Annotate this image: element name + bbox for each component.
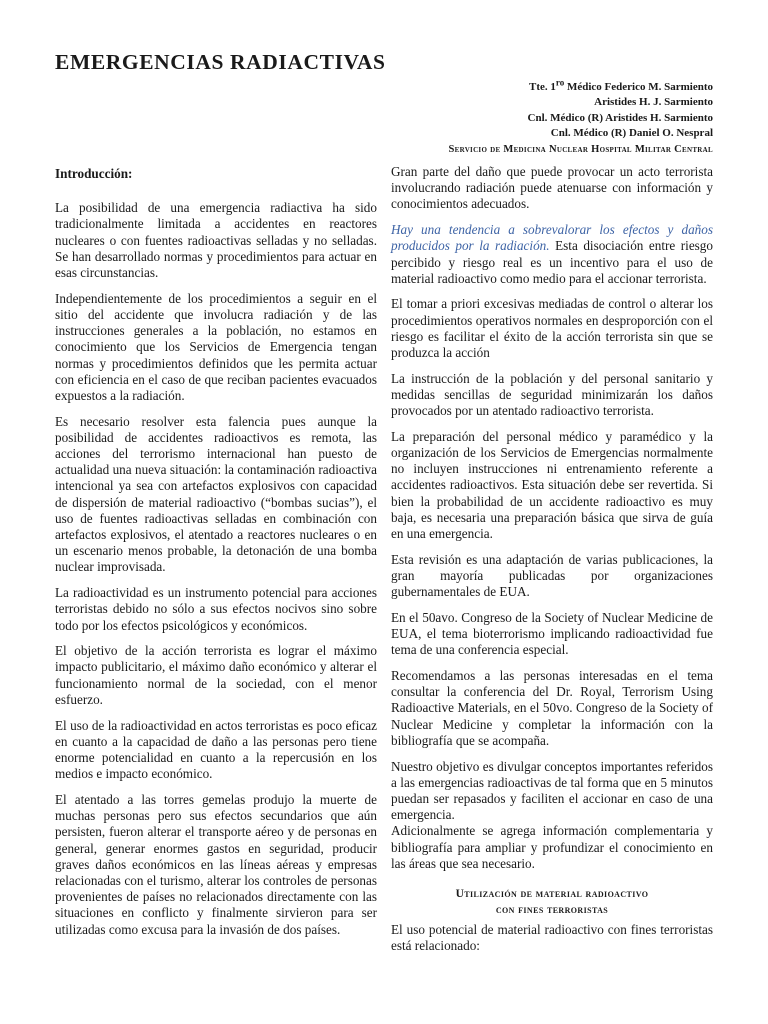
highlighted-quote: Hay una tendencia a sobrevalorar los efectos y daños producidos por la radiación. — [391, 222, 713, 254]
paragraph-with-quote — [391, 222, 713, 287]
author-line: Aristides H. J. Sarmiento — [594, 96, 713, 109]
section-heading-line: Utilización de material radioactivo — [455, 887, 649, 900]
paragraph: La posibilidad de una emergencia radiactiva ha sido tradicionalmente limitada a accidentes en reactores nucleares o con fuentes radioactivas selladas y no selladas. Se han desarrollado normas y procedimientos para actuar en esas circunstancias. — [55, 200, 377, 281]
paragraph: El uso de la radioactividad en actos terroristas es poco eficaz en cuanto a la capacidad de daño a las personas pero tiene enorme potencialidad en cuanto a la repercusión en los medios e impacto económico. — [55, 717, 377, 782]
paragraph: El atentado a las torres gemelas produjo la muerte de muchas personas pero sus efectos secundarios que aún persisten, fueron alterar el transporte aéreo y de personas en general, generar enormes gastos en seguridad, producir graves daños económicos en las líneas aéreas y empresas relacionadas con el turismo, alterar los controles de personas provenientes de países no relacionados directamente con las situaciones en conflicto y finalmente sirvieron para ser utilizadas como excusa para la invasión de dos países. — [55, 791, 377, 937]
section-heading-introduccion: Introducción: — [55, 166, 133, 181]
affiliation: Servicio de Medicina Nuclear Hospital Militar Central — [448, 143, 713, 155]
paragraph: Gran parte del daño que puede provocar un acto terrorista involucrando radiación puede atenuarse con información y conocimientos adecuados. — [391, 164, 713, 212]
paragraph: El objetivo de la acción terrorista es lograr el máximo impacto publicitario, el máximo daño económico y alterar el funcionamiento normal de la sociedad, con el menor esfuerzo. — [55, 643, 377, 707]
author-block — [448, 77, 713, 157]
paragraph: Recomendamos a las personas interesadas en el tema consultar la conferencia del Dr. Royal, Terrorism Using Radioactive Materials, en el 50vo. Congreso de la Society of Nuclear Medicine y completar la información con la bibliografía que se acompaña. — [391, 667, 713, 748]
paragraph: La instrucción de la población y del personal sanitario y medidas sencillas de seguridad minimizarán los daños provocados por un atentado radioactivo terrorista. — [391, 370, 713, 419]
paragraph: El tomar a priori excesivas mediadas de control o alterar los procedimientos operativos normales en desproporción con el riesgo es facilitar el éxito de la acción terrorista sin que se produzca la acción — [391, 296, 713, 361]
paragraph-text: Esta disociación entre riesgo percibido y riesgo real es un incentivo para el uso de material radioactivo como medio para el accionar terrorista. — [391, 238, 713, 286]
paragraph: En el 50avo. Congreso de la Society of Nuclear Medicine de EUA, el tema bioterrorismo implicando radioactividad fue tema de una conferencia especial. — [391, 609, 713, 658]
author-line: Tte. $1^{ro}$ Médico Federico M. Sarmiento — [529, 77, 713, 93]
right-column — [391, 164, 713, 964]
paragraph: Adicionalmente se agrega información complementaria y bibliografía para ampliar y profundizar el conocimiento en las áreas que sea necesario. — [391, 823, 713, 871]
paragraph: La preparación del personal médico y paramédico y la organización de los Servicios de Emergencias normalmente no incluyen instrucciones ni entrenamiento referente a accidentes radioactivos. Esta situación debe ser revertida. Si bien la probabilidad de un accidente radioactivo es muy baja, es necesaria una preparación básica que sirva de guía en una emergencia. — [391, 428, 713, 542]
section-heading-utilizacion — [391, 886, 713, 918]
section-heading-line: con fines terroristas — [495, 903, 609, 916]
author-line: Cnl. Médico (R) Daniel O. Nespral — [550, 127, 713, 140]
paragraph: El uso potencial de material radioactivo con fines terroristas está relacionado: — [391, 921, 713, 954]
page-title: EMERGENCIAS RADIACTIVAS — [55, 50, 386, 74]
paragraph: Es necesario resolver esta falencia pues aunque la posibilidad de accidentes radioactivos es remota, las acciones del terrorismo internacional han puesto de actualidad una nueva situación: la contaminación radioactiva intencional ya sea con artefactos explosivos con capacidad de dispersión de material radioactivo (“bombas sucias”), el uso de fuentes radioactivas selladas en combinación con artefactos explosivos, el atentado a reactores nucleares o en un escenario menos probable, la detonación de una bomba nuclear improvisada. — [55, 413, 377, 575]
left-column — [55, 164, 377, 947]
paragraph: Independientemente de los procedimientos a seguir en el sitio del accidente que involucra radiación y de las instrucciones generales a la población, no estamos en conocimiento que los Servicios de Emergencia tengan normas y procedimientos definidos que les permita actuar con eficiencia en el caso de que reciban pacientes evacuados expuestos a la radiación. — [55, 290, 377, 403]
paragraph: La radioactividad es un instrumento potencial para acciones terroristas debido no sólo a sus efectos nocivos sino sobre todo por los efectos psicológicos y económicos. — [55, 585, 377, 633]
paragraph: Esta revisión es una adaptación de varias publicaciones, la gran mayoría publicadas por organizaciones gubernamentales de EUA. — [391, 551, 713, 600]
author-line: Cnl. Médico (R) Aristides H. Sarmiento — [527, 111, 713, 124]
paragraph: Nuestro objetivo es divulgar conceptos importantes referidos a las emergencias radioactivas de tal forma que en 5 minutos puedan ser repasados y faciliten el accionar en caso de una emergencia. — [391, 758, 713, 823]
